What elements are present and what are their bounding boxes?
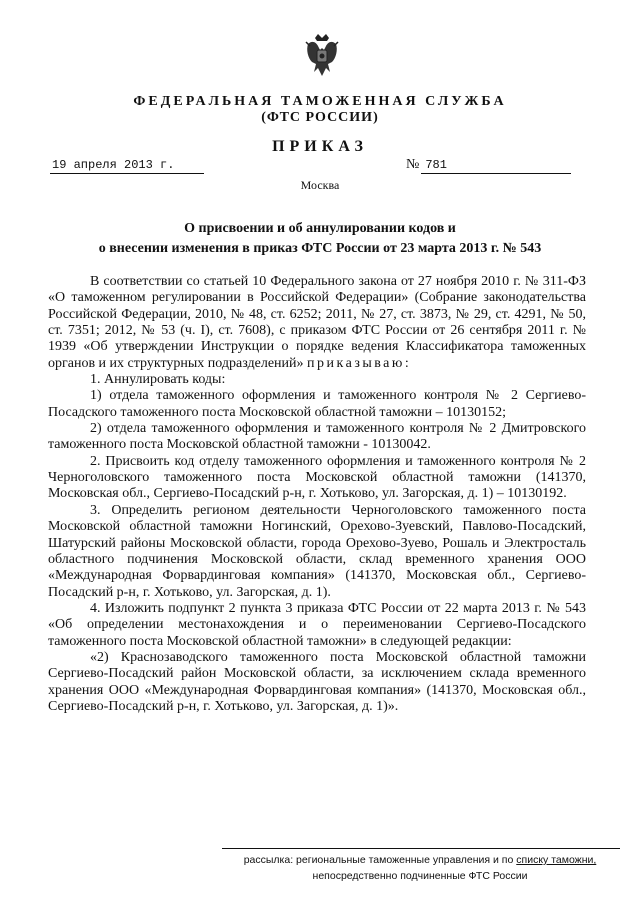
city: Москва	[300, 178, 340, 192]
number-label: №	[406, 157, 420, 172]
distribution-list-link[interactable]: списку таможни,	[516, 854, 597, 866]
document-type: ПРИКАЗ	[272, 138, 368, 155]
preamble-text: В соответствии со статьей 10 Федерального закона от 27 ноября 2010 г. № 311-ФЗ «О таможенном регулировании в Российской Федерации» (Собрание законодательства Российской Федерации, 2010, № 48, ст. 6252; 2011, № 27, ст. 3873, № 29, ст. 4291, № 50, ст. 7351; 2012, № 53 (ч. I), ст. 7608), с приказом ФТС России от 26 сентября 2011 г. № 1939 «Об утверждении Инструкции о порядке ведения Классификатора таможенных органов и их структурных подразделений»	[48, 274, 586, 371]
document-body	[48, 274, 586, 715]
paragraph-4: 4. Изложить подпункт 2 пункта 3 приказа ФТС России от 22 марта 2013 г. № 543 «Об определении местонахождения и о переименовании Сергиево-Посадского таможенного поста Московской областной таможни» в следующей редакции:	[48, 600, 586, 649]
agency-name: ФЕДЕРАЛЬНАЯ ТАМОЖЕННАЯ СЛУЖБА	[133, 94, 507, 109]
paragraph-1-item-2: 2) отдела таможенного оформления и таможенного контроля № 2 Дмитровского таможенного поста Московской областной таможни - 10130042.	[48, 421, 586, 453]
order-word: приказываю:	[307, 355, 412, 371]
paragraph-4-quote: «2) Краснозаводского таможенного поста Московской областной таможни Сергиево-Посадский район Московской области, за исключением склада временного хранения ООО «Международная Форвардинговая компания» (141370, Московская обл., Сергиево-Посадский р-н, г. Хотьково, ул. Загорская, д. 1)».	[48, 649, 586, 714]
order-number: 781	[421, 157, 571, 174]
paragraph-1-item-1: 1) отдела таможенного оформления и таможенного контроля № 2 Сергиево-Посадского таможенного поста Московской областной таможни – 10130152;	[48, 388, 586, 420]
footer-divider	[222, 848, 620, 849]
paragraph-2: 2. Присвоить код отделу таможенного оформления и таможенного контроля № 2 Черноголовского таможенного поста Московской областной таможни (141370, Московская обл., Сергиево-Посадский р-н, г. Хотьково, ул. Загорская, д. 1) – 10130192.	[48, 453, 586, 502]
agency-short-name: (ФТС РОССИИ)	[261, 110, 379, 125]
document-heading	[60, 219, 580, 259]
preamble-paragraph	[48, 274, 586, 372]
order-number-field	[406, 157, 571, 173]
distribution-note	[214, 852, 626, 884]
order-date: 19 апреля 2013 г.	[50, 158, 204, 174]
state-emblem-icon	[302, 32, 342, 78]
heading-line-2: о внесении изменения в приказ ФТС России от 23 марта 2013 г. № 543	[98, 241, 542, 256]
distribution-prefix: рассылка: региональные таможенные управления и по	[243, 854, 514, 866]
paragraph-3: 3. Определить регионом деятельности Черноголовского таможенного поста Московской областной таможни Ногинский, Орехово-Зуевский, Павлово-Посадский, Шатурский районы Московской области, города Орехово-Зуево, Рошаль и Электросталь областного подчинения Московской области, склад временного хранения ООО «Международная Форвардинговая компания» (141370, Московская обл., Сергиево-Посадский р-н, г. Хотьково, ул. Загорская, д. 1).	[48, 502, 586, 600]
distribution-line-2: непосредственно подчиненные ФТС России	[312, 870, 528, 882]
heading-line-1: О присвоении и об аннулировании кодов и	[184, 221, 456, 236]
paragraph-1: 1. Аннулировать коды:	[90, 372, 226, 388]
